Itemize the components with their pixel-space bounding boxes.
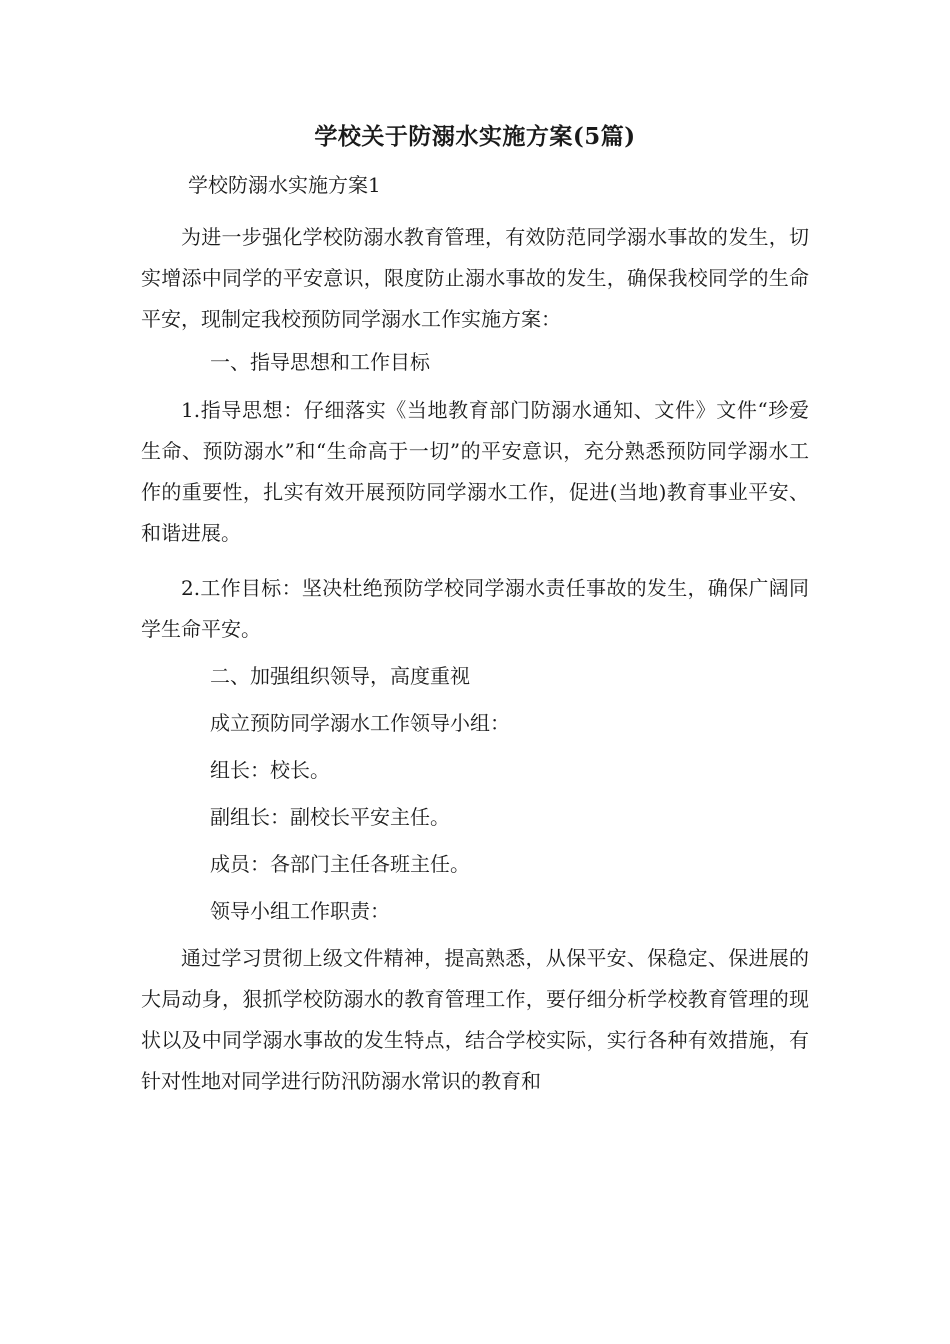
- group-leader-line: 组长：校长。: [210, 758, 330, 782]
- intro-paragraph: 为进一步强化学校防溺水教育管理，有效防范同学溺水事故的发生，切实增添中同学的平安意识，限度防止溺水事故的发生，确保我校同学的生命平安，现制定我校预防同学溺水工作实施方案：: [141, 225, 809, 331]
- duties-heading-line: 领导小组工作职责：: [210, 899, 390, 923]
- guiding-thought-paragraph: 1.指导思想：仔细落实《当地教育部门防溺水通知、文件》文件“珍爱生命、预防溺水”和“生命高于一切”的平安意识，充分熟悉预防同学溺水工作的重要性，扎实有效开展预防同学溺水工作，促进(当地)教育事业平安、和谐进展。: [141, 398, 809, 545]
- document-subtitle: 学校防溺水实施方案1: [188, 173, 381, 197]
- section-heading-1: 一、指导思想和工作目标: [210, 350, 430, 374]
- document-title: 学校关于防溺水实施方案(5篇): [314, 123, 636, 150]
- deputy-leader-line: 副组长：副校长平安主任。: [210, 805, 450, 829]
- work-goal-paragraph: 2.工作目标：坚决杜绝预防学校同学溺水责任事故的发生，确保广阔同学生命平安。: [141, 576, 809, 641]
- group-established-line: 成立预防同学溺水工作领导小组：: [210, 711, 510, 735]
- section-heading-2: 二、加强组织领导，高度重视: [210, 664, 470, 688]
- members-line: 成员：各部门主任各班主任。: [210, 852, 470, 876]
- duties-paragraph: 通过学习贯彻上级文件精神，提高熟悉，从保平安、保稳定、保进展的大局动身，狠抓学校防溺水的教育管理工作，要仔细分析学校教育管理的现状以及中同学溺水事故的发生特点，结合学校实际，实行各种有效措施，有针对性地对同学进行防汛防溺水常识的教育和: [141, 946, 809, 1093]
